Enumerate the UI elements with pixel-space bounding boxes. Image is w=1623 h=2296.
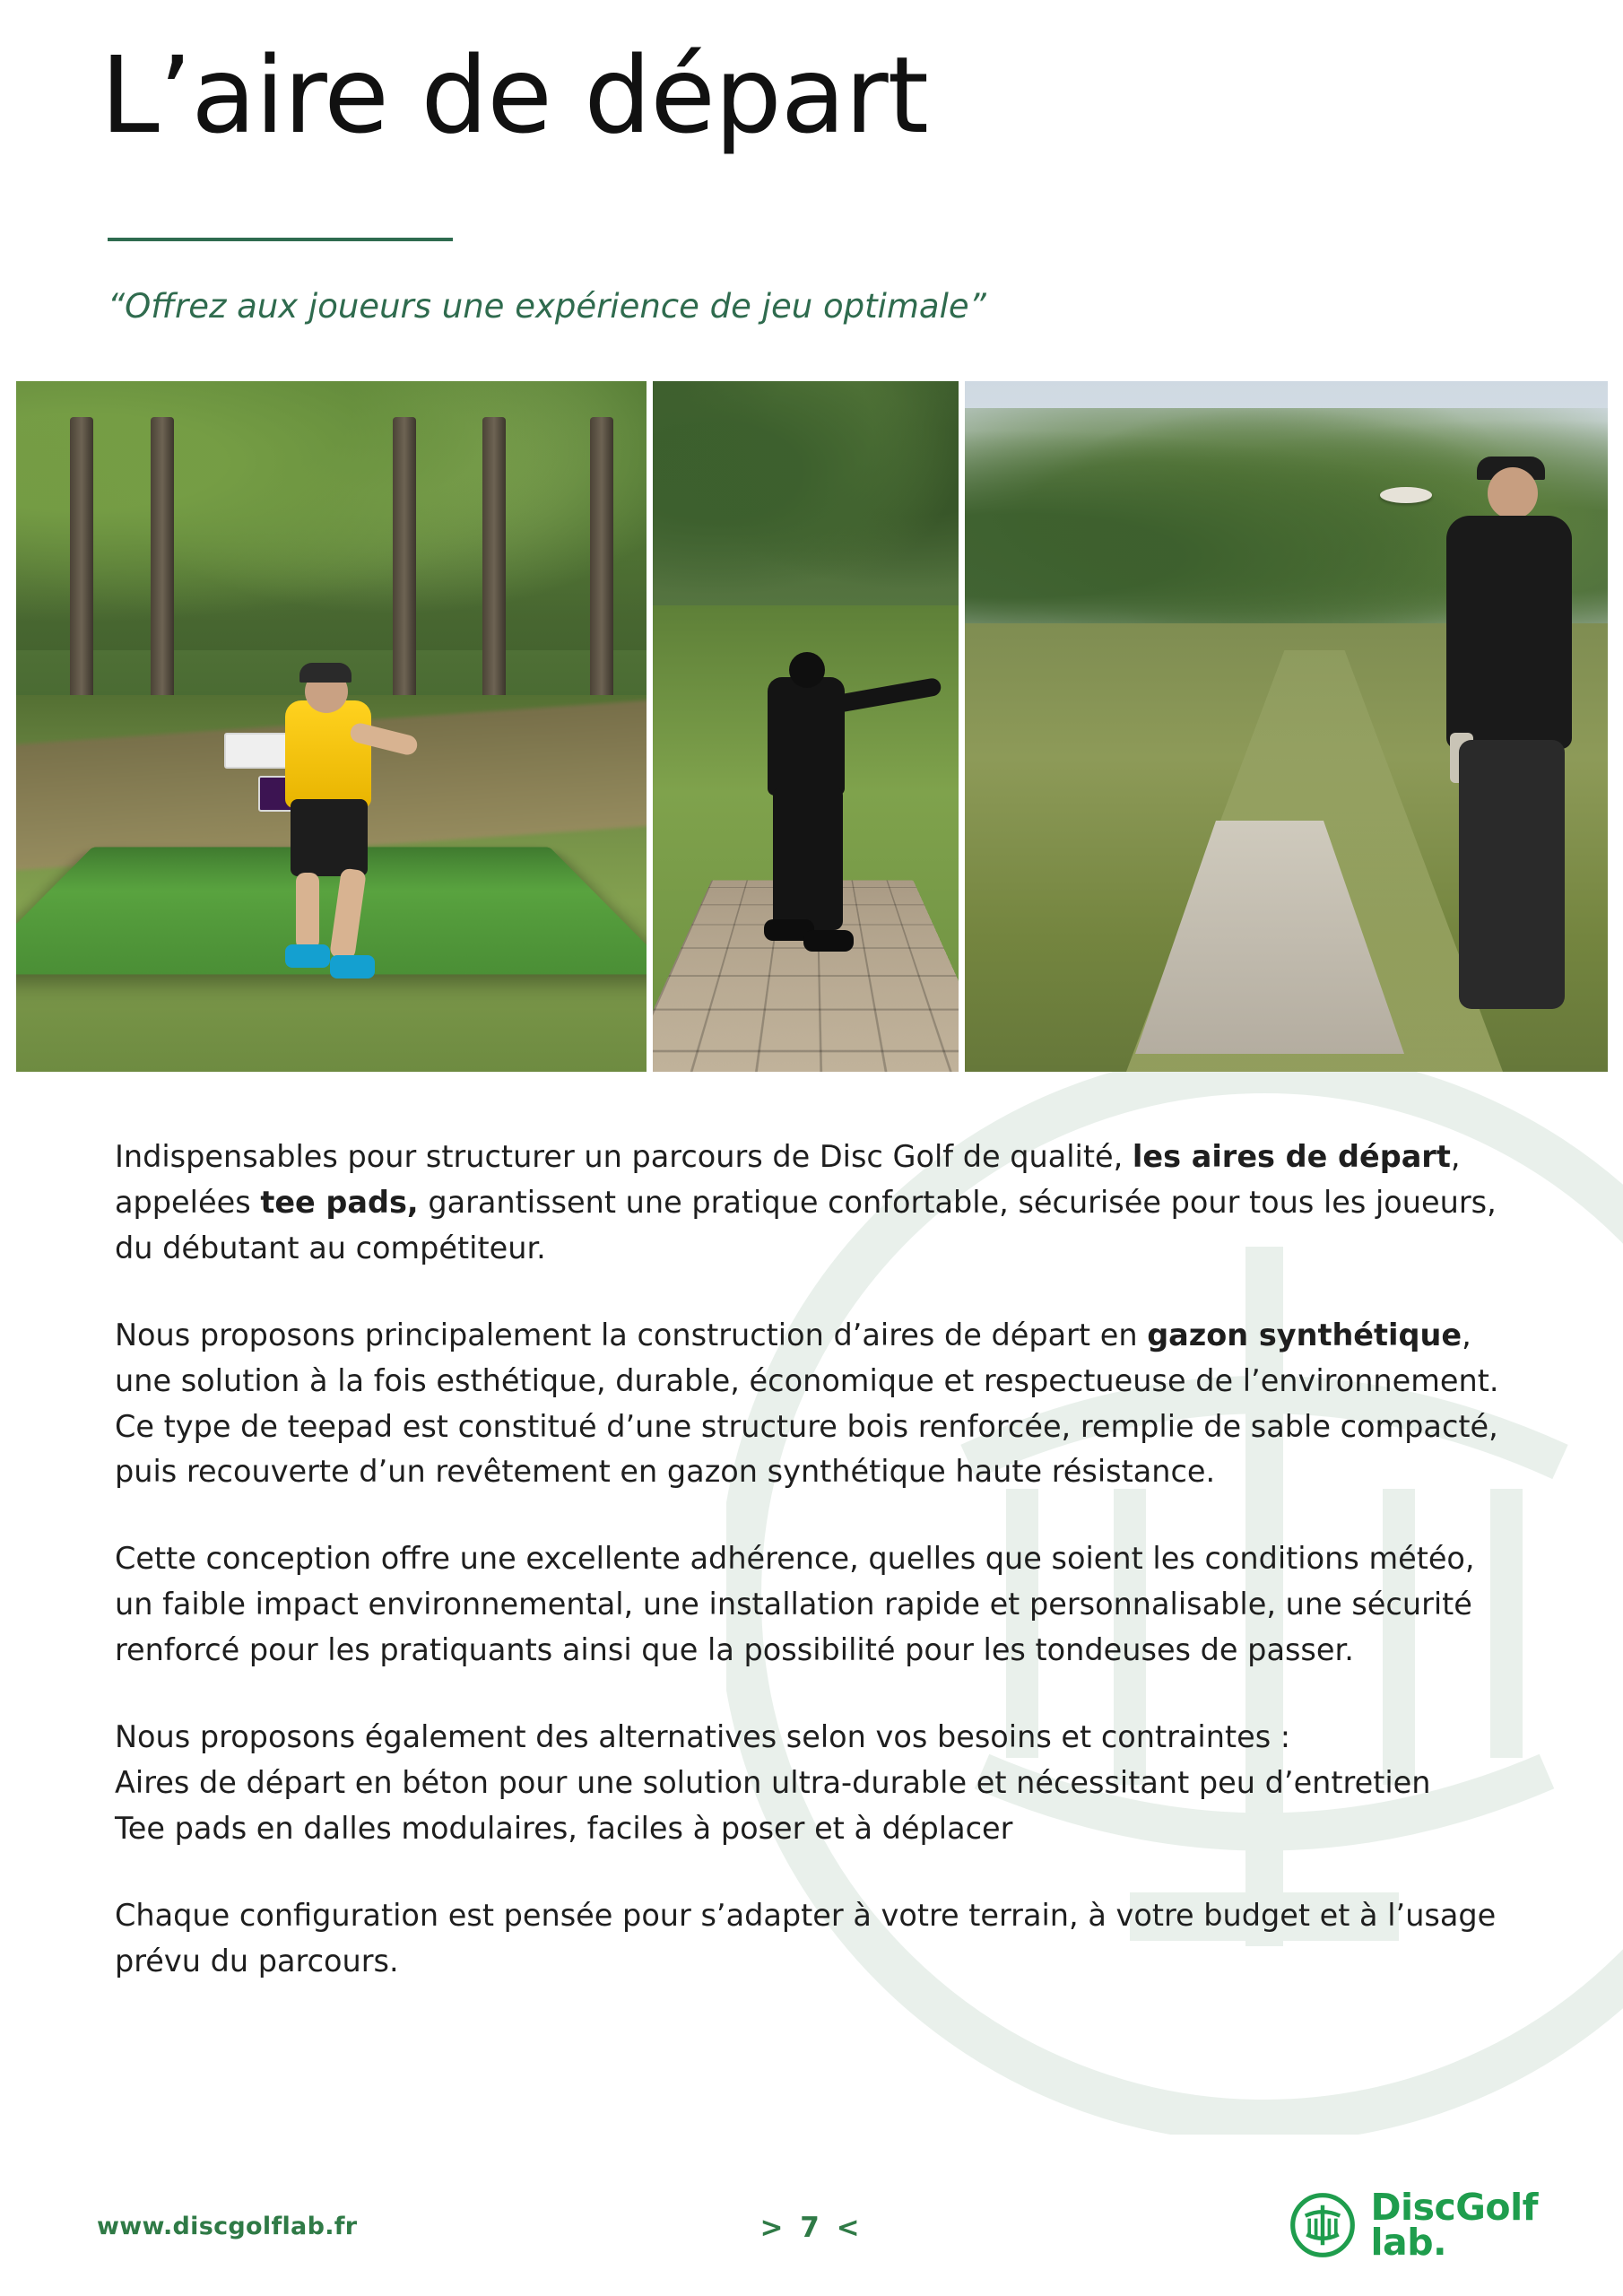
photo-strip bbox=[16, 381, 1608, 1072]
alternative-concrete: Aires de départ en béton pour une solution ultra-durable et nécessitant peu d’entretien bbox=[115, 1764, 1431, 1800]
paragraph-conclusion: Chaque configuration est pensée pour s’adapter à votre terrain, à votre budget et à l’usage prévu du parcours. bbox=[115, 1897, 1497, 1979]
photo-concrete-teepad-fairway bbox=[965, 381, 1608, 1072]
footer-website[interactable]: www.discgolflab.fr bbox=[97, 2213, 358, 2240]
body-content bbox=[115, 1135, 1514, 2026]
paragraph-alternatives bbox=[115, 1715, 1514, 1852]
photo-player-throwing-green-teepad bbox=[16, 381, 647, 1072]
page-number: > 7 < bbox=[759, 2212, 864, 2244]
p2-part1: Nous proposons principalement la construction d’aires de départ en bbox=[115, 1317, 1148, 1352]
photo-player-paver-teepad bbox=[653, 381, 959, 1072]
p1-part3: garantissent une pratique confortable, sécurisée pour tous les joueurs, du débutant au compétiteur. bbox=[115, 1184, 1497, 1265]
page-title: L’aire de départ bbox=[100, 33, 928, 157]
paragraph-synthetic-turf bbox=[115, 1313, 1514, 1496]
p2-bold-synthetic-turf: gazon synthétique bbox=[1147, 1317, 1462, 1352]
p1-bold-tee-pads: tee pads, bbox=[260, 1184, 419, 1220]
p2-part2: , une solution à la fois esthétique, durable, économique et respectueuse de l’environnement. Ce type de teepad est constitué d’une structure bois renforcée, remplie de sable compacté, puis recouverte d’un revêtement en gazon synthétique haute résistance. bbox=[115, 1317, 1499, 1490]
logo-line-2: lab. bbox=[1370, 2221, 1447, 2265]
paragraph-intro bbox=[115, 1135, 1514, 1272]
basket-logo-icon bbox=[1289, 2192, 1356, 2258]
alternative-modular-slabs: Tee pads en dalles modulaires, faciles à poser et à déplacer bbox=[115, 1810, 1013, 1846]
discgolflab-logo bbox=[1289, 2186, 1538, 2265]
alternatives-intro: Nous proposons également des alternatives selon vos besoins et contraintes : bbox=[115, 1719, 1291, 1755]
p1-part1: Indispensables pour structurer un parcours de Disc Golf de qualité, bbox=[115, 1139, 1133, 1174]
logo-wordmark bbox=[1370, 2186, 1538, 2265]
p1-part2: , appelées bbox=[115, 1139, 1461, 1220]
logo-line-1: DiscGolf bbox=[1370, 2186, 1538, 2230]
paragraph-benefits: Cette conception offre une excellente adhérence, quelles que soient les conditions météo, un faible impact environnemental, une installation rapide et personnalisable, une sécurité renforcé pour les pratiquants ainsi que la possibilité pour les tondeuses de passer. bbox=[115, 1541, 1475, 1668]
p1-bold-tee-areas: les aires de départ bbox=[1132, 1139, 1451, 1174]
title-underline bbox=[108, 238, 453, 241]
page-subtitle: “Offrez aux joueurs une expérience de jeu optimale” bbox=[108, 287, 986, 326]
